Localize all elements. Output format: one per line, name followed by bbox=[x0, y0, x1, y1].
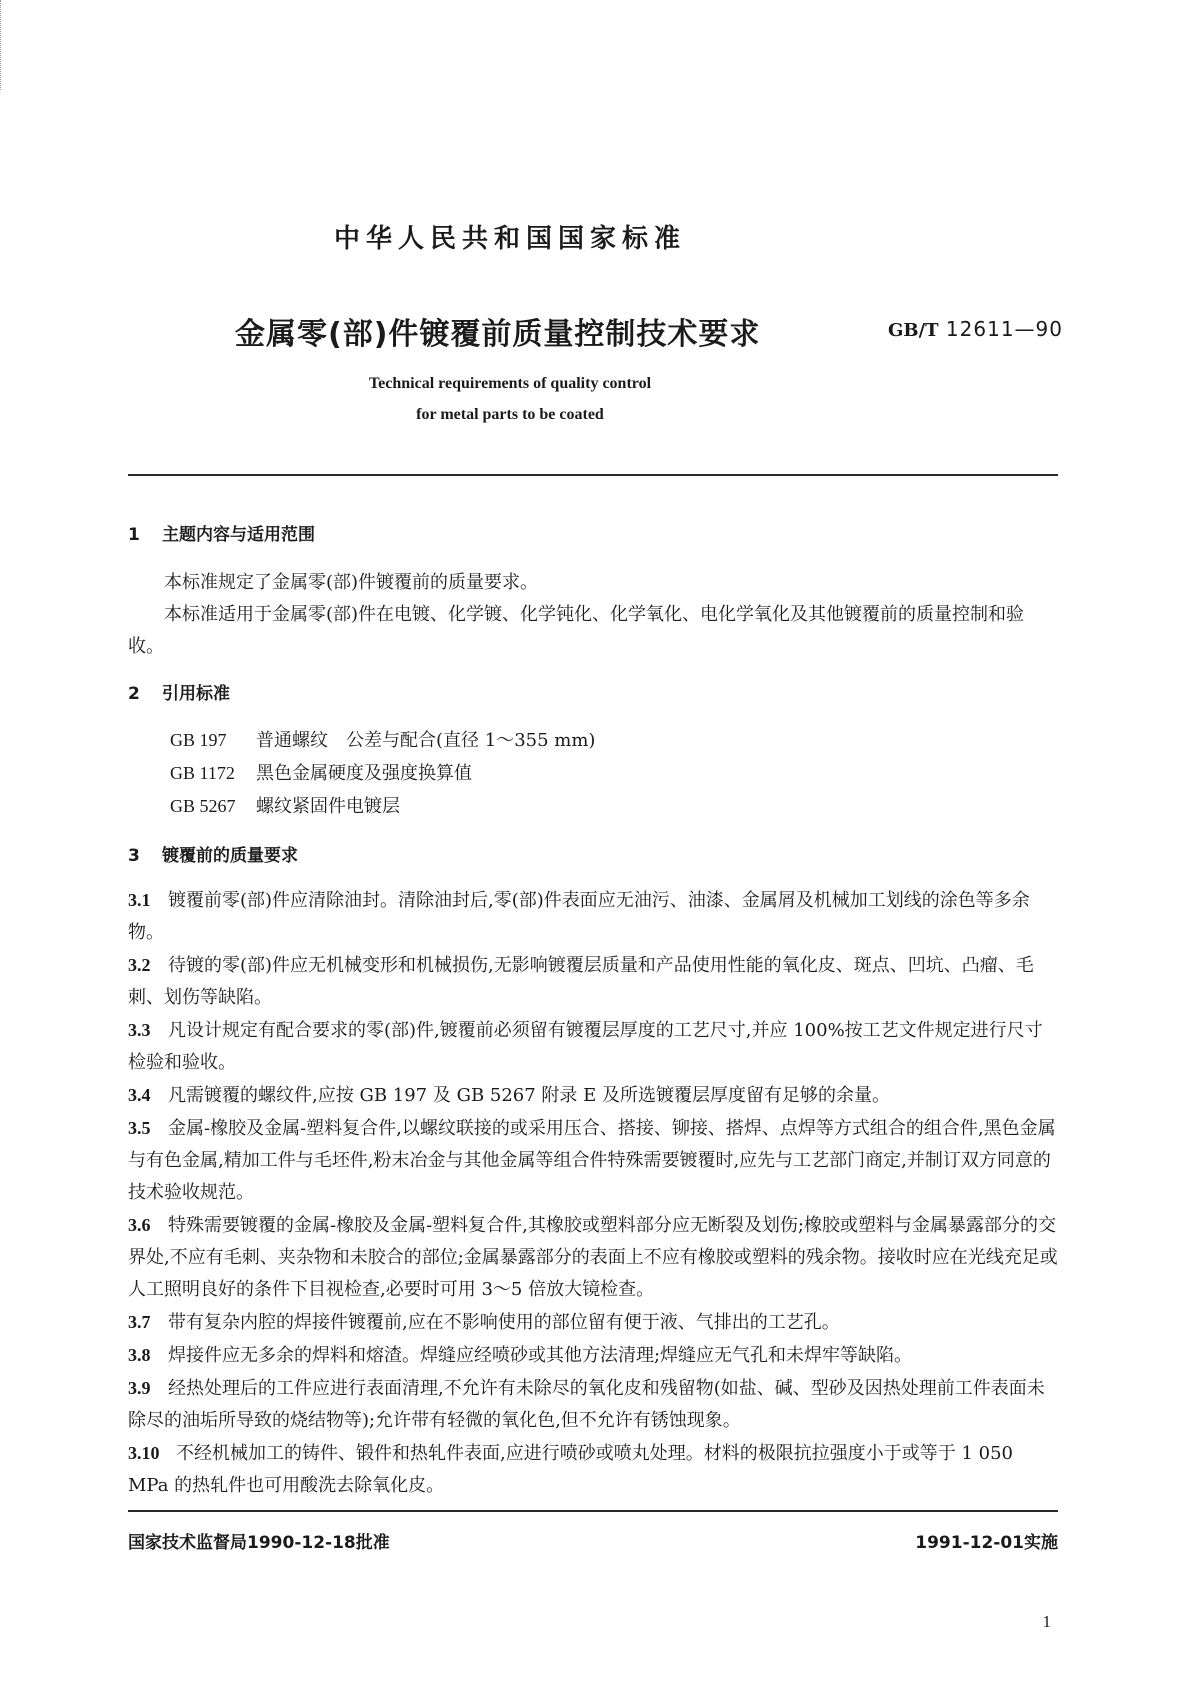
clause-number: 3.6 bbox=[128, 1215, 151, 1235]
clause-text: 不经机械加工的铸件、锻件和热轧件表面,应进行喷砂或喷丸处理。材料的极限抗拉强度小于或等于 1 050 MPa 的热轧件也可用酸洗去除氧化皮。 bbox=[128, 1443, 1013, 1496]
clause-3-6 bbox=[128, 1209, 1058, 1306]
clause-number: 3.3 bbox=[128, 1020, 151, 1040]
scan-edge-marks bbox=[0, 0, 5, 90]
standard-code-prefix: GB/T bbox=[888, 320, 939, 341]
footer-divider bbox=[128, 1510, 1058, 1512]
clause-text: 经热处理后的工件应进行表面清理,不允许有未除尽的氧化皮和残留物(如盐、碱、型砂及因热处理前工件表面未除尽的油垢所导致的烧结物等);允许带有轻微的氧化色,但不允许有锈蚀现象。 bbox=[128, 1378, 1045, 1431]
clause-number: 3.8 bbox=[128, 1345, 151, 1365]
section-3-title: 镀覆前的质量要求 bbox=[162, 846, 298, 866]
clause-number: 3.9 bbox=[128, 1378, 151, 1398]
clause-3-1 bbox=[128, 884, 1058, 949]
ref-name: 螺纹紧固件电镀层 bbox=[256, 796, 400, 817]
english-title bbox=[0, 368, 1020, 430]
section-2-heading bbox=[128, 679, 1058, 704]
page-number: 1 bbox=[1042, 1612, 1051, 1631]
section-2-number: 2 bbox=[128, 684, 140, 704]
list-item bbox=[170, 724, 1058, 757]
list-item bbox=[170, 757, 1058, 790]
clause-text: 凡设计规定有配合要求的零(部)件,镀覆前必须留有镀覆层厚度的工艺尺寸,并应 100%按工艺文件规定进行尺寸检验和验收。 bbox=[128, 1020, 1043, 1073]
section-1-paragraph-1: 本标准规定了金属零(部)件镀覆前的质量要求。 bbox=[164, 572, 539, 593]
header-divider bbox=[128, 474, 1058, 476]
clause-3-2 bbox=[128, 949, 1058, 1014]
english-title-line-1: Technical requirements of quality control bbox=[368, 375, 652, 392]
clause-3-4 bbox=[128, 1079, 1058, 1112]
clause-text: 带有复杂内腔的焊接件镀覆前,应在不影响使用的部位留有便于液、气排出的工艺孔。 bbox=[168, 1312, 840, 1333]
clause-number: 3.2 bbox=[128, 955, 151, 975]
clause-text: 凡需镀覆的螺纹件,应按 GB 197 及 GB 5267 附录 E 及所选镀覆层厚度留有足够的余量。 bbox=[168, 1085, 891, 1106]
referenced-standards-list bbox=[128, 724, 1058, 823]
clause-text: 特殊需要镀覆的金属-橡胶及金属-塑料复合件,其橡胶或塑料部分应无断裂及划伤;橡胶或塑料与金属暴露部分的交界处,不应有毛刺、夹杂物和未胶合的部位;金属暴露部分的表面上不应有橡胶或塑料的残余物。接收时应在光线充足或人工照明良好的条件下目视检查,必要时可用 3～5 倍放大镜检查。 bbox=[128, 1215, 1058, 1300]
clause-number: 3.10 bbox=[128, 1443, 160, 1463]
list-item bbox=[170, 790, 1058, 823]
issuing-org-header: 中华人民共和国国家标准 bbox=[333, 224, 686, 254]
standard-code bbox=[888, 317, 1063, 341]
ref-code: GB 197 bbox=[170, 730, 227, 750]
document-title: 金属零(部)件镀覆前质量控制技术要求 bbox=[235, 317, 761, 352]
ref-code: GB 1172 bbox=[170, 763, 235, 783]
ref-name: 黑色金属硬度及强度换算值 bbox=[256, 763, 472, 784]
section-1-heading bbox=[128, 520, 1058, 545]
clause-3-3 bbox=[128, 1014, 1058, 1079]
clause-3-7 bbox=[128, 1306, 1058, 1339]
implementation-date: 1991-12-01实施 bbox=[915, 1533, 1058, 1553]
clause-3-5 bbox=[128, 1112, 1058, 1209]
section-3 bbox=[128, 841, 1058, 1502]
section-3-number: 3 bbox=[128, 846, 140, 866]
ref-name: 普通螺纹 公差与配合(直径 1～355 mm) bbox=[256, 730, 596, 751]
section-1-number: 1 bbox=[128, 525, 140, 545]
ref-code: GB 5267 bbox=[170, 796, 236, 816]
section-2-title: 引用标准 bbox=[162, 684, 230, 704]
section-1 bbox=[128, 520, 1058, 663]
clause-text: 镀覆前零(部)件应清除油封。清除油封后,零(部)件表面应无油污、油漆、金属屑及机械加工划线的涂色等多余物。 bbox=[128, 890, 1030, 943]
section-1-paragraph-2: 本标准适用于金属零(部)件在电镀、化学镀、化学钝化、化学氧化、电化学氧化及其他镀覆前的质量控制和验收。 bbox=[128, 604, 1025, 657]
section-1-title: 主题内容与适用范围 bbox=[162, 525, 315, 545]
english-title-line-2: for metal parts to be coated bbox=[416, 406, 604, 423]
clause-number: 3.4 bbox=[128, 1085, 151, 1105]
standard-code-number: 12611—90 bbox=[945, 317, 1063, 341]
document-body bbox=[128, 520, 1058, 1502]
clause-3-9 bbox=[128, 1372, 1058, 1437]
clause-text: 焊接件应无多余的焊料和熔渣。焊缝应经喷砂或其他方法清理;焊缝应无气孔和未焊牢等缺陷。 bbox=[168, 1345, 913, 1366]
clause-3-8 bbox=[128, 1339, 1058, 1372]
approval-statement: 国家技术监督局1990-12-18批准 bbox=[128, 1533, 390, 1553]
clause-number: 3.7 bbox=[128, 1312, 151, 1332]
clause-number: 3.1 bbox=[128, 890, 151, 910]
clause-text: 待镀的零(部)件应无机械变形和机械损伤,无影响镀覆层质量和产品使用性能的氧化皮、斑点、凹坑、凸瘤、毛刺、划伤等缺陷。 bbox=[128, 955, 1034, 1008]
section-2 bbox=[128, 679, 1058, 823]
clause-number: 3.5 bbox=[128, 1118, 151, 1138]
section-3-heading bbox=[128, 841, 1058, 866]
clause-text: 金属-橡胶及金属-塑料复合件,以螺纹联接的或采用压合、搭接、铆接、搭焊、点焊等方式组合的组合件,黑色金属与有色金属,精加工件与毛坯件,粉末冶金与其他金属等组合件特殊需要镀覆时,应先与工艺部门商定,并制订双方同意的技术验收规范。 bbox=[128, 1118, 1056, 1203]
clause-3-10 bbox=[128, 1437, 1058, 1502]
